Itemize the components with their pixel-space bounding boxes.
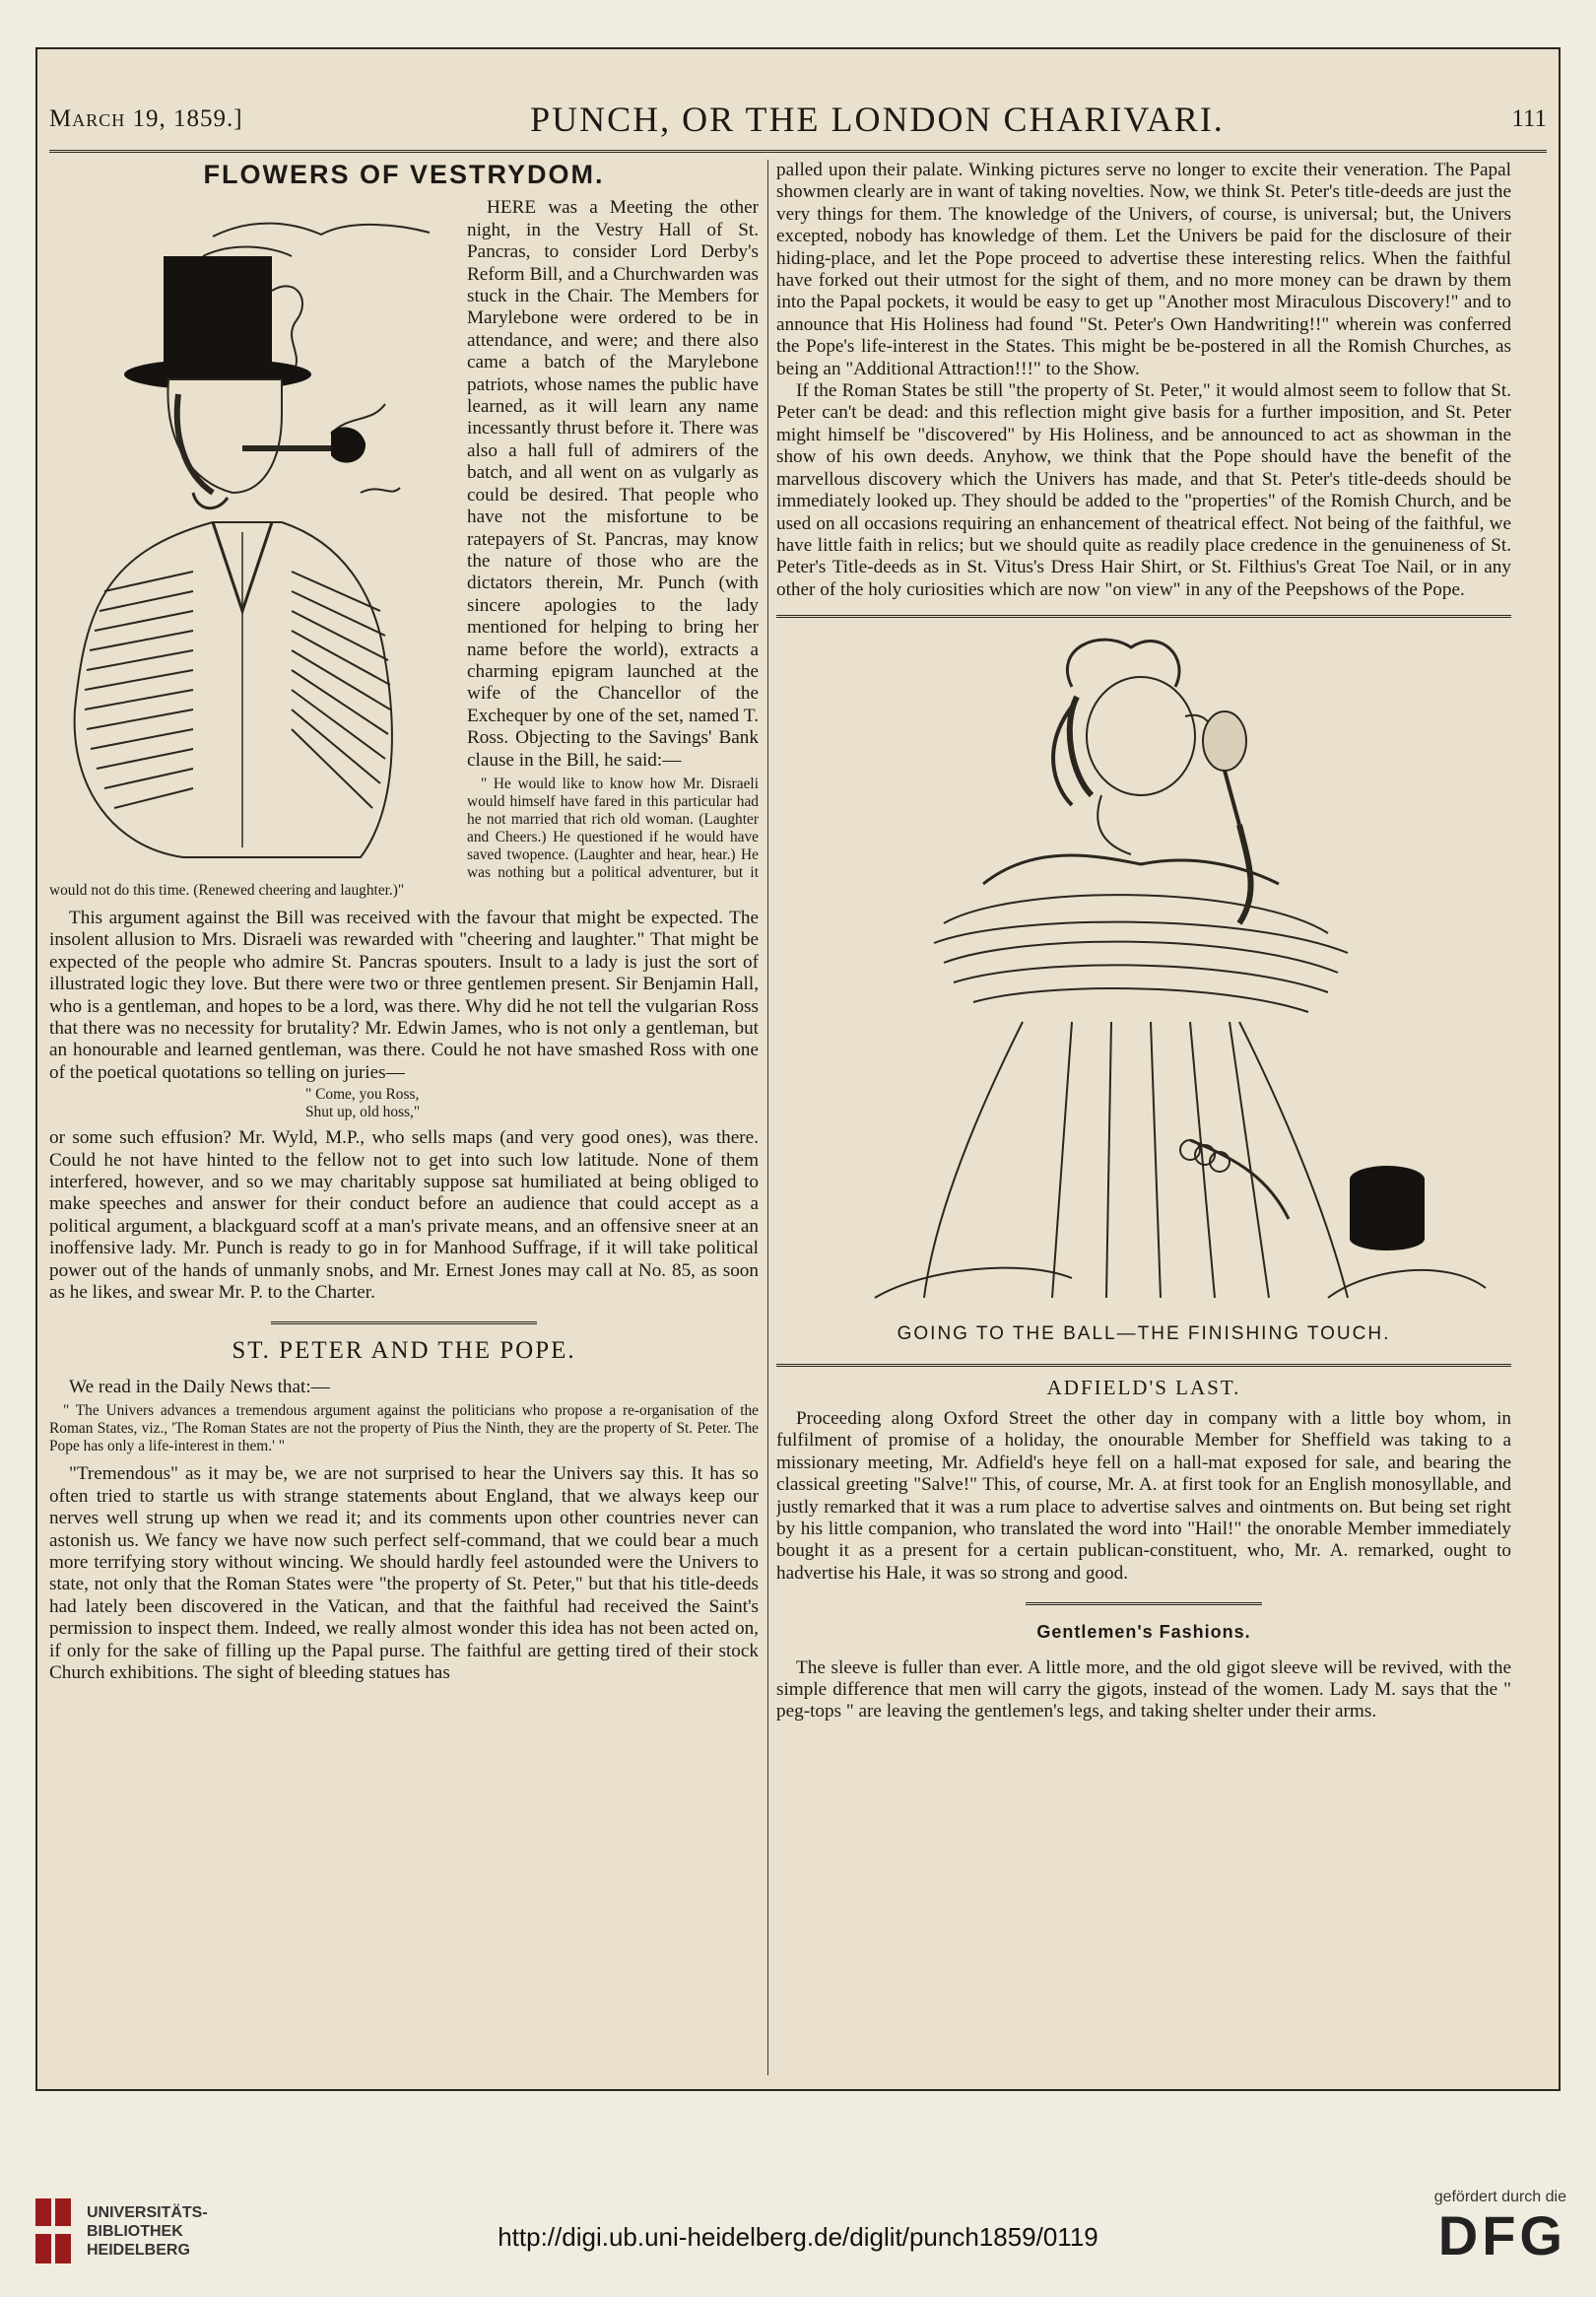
st-peter-intro: We read in the Daily News that:— (69, 1376, 330, 1397)
library-name-line-2: BIBLIOTHEK (87, 2222, 183, 2240)
funded-by-label: gefördert durch die (1433, 2189, 1566, 2205)
dfg-logo (1434, 2189, 1566, 2265)
st-peter-paragraph-3: palled upon their palate. Winking pictures serve no longer to excite their veneration. The Papal showmen clearly are in want of taking novelties. Now, we think St. Peter's title-deeds are just the very things for them. The knowledge of the Univers, of course, is universal; but, the Univers excepted, nobody has knowledge of them. Let the Univers be paid for the disclosure of their hiding-place, and let the Pope proceed to advertise these interesting relics. When the faithful have forked out their utmost for the sight of them, and no more money can be drawn by them into the Papal pockets, it would be easy to get up "Another most Miraculous Discovery!" and to announce that His Holiness had found "St. Peter's Own Handwriting!!" wherein was conferred the Pope's life-interest in the States. This might be be-postered in all the Romish Churches, as being an "Additional Attraction!!!" to the Show. (776, 160, 1511, 379)
page-number: 111 (1511, 105, 1547, 132)
dfg-wordmark: DFG (1437, 2204, 1566, 2266)
flowers-paragraph-1: HERE was a Meeting the other night, in the Vestry Hall of St. Pancras, to consider Lord Derby's Reform Bill, and a Churchwarden was stuck in the Chair. The Members for Marylebone were ordered to be in attendance, and were; and there also came a batch of the Marylebone patriots, whose names the public have learned, as it will learn any name incessantly thrust before it. There was also a hall full of admirers of the batch, and all went on as vulgarly as could be desired. That people who have not the misfortune to be ratepayers of St. Pancras, may know the nature of those who are the dictators therein, Mr. Punch (with sincere apologies to the lady mentioned for helping to bring her name before the world), extracts a charming epigram launched at the wife of the Chancellor of the Exchequer by one of the set, named T. Ross. Objecting to the Savings' Bank clause in the Bill, he said:— (467, 197, 759, 771)
flowers-quote: " He would like to know how Mr. Disraeli would himself have fared in this particular had he not married that rich old woman. (Laughter and Cheers.) He questioned if he would have saved twopence. (Laughter and hear, hear.) He was nothing but a political adventurer, but it would not do this time. (Renewed cheering and laughter.)" (49, 775, 759, 899)
st-peter-quote: " The Univers advances a tremendous argument against the politicians who propose a re-organisation of the Roman States, viz., 'The Roman States are not the property of Pius the Ninth, they are the property of St. Peter. The Pope has only a life-interest in them.' " (49, 1402, 759, 1455)
running-head (49, 89, 1547, 153)
right-column (776, 160, 1511, 2075)
library-name-line-1: UNIVERSITÄTS- (87, 2203, 208, 2221)
library-name-line-3: HEIDELBERG (87, 2241, 190, 2259)
section-divider (776, 615, 1511, 618)
section-divider (776, 1364, 1511, 1367)
verse-line-1: " Come, you Ross, (305, 1086, 420, 1104)
issue-date: March 19, 1859.] (49, 105, 243, 132)
st-peter-paragraph-4: If the Roman States be still "the property of St. Peter," it would almost seem to follow that St. Peter can't be dead: and this reflection might give basis for a further imposition, and St. Peter might himself be "discovered" by His Holiness, and be announced to act as showman in the show of his own deeds. Anyhow, we think that the Pope should have the benefit of the marvellous discovery which the Univers has made, and that St. Peter's title-deeds should be immediately looked up. They should be added to the "properties" of the Romish Church, and be used on all occasions requiring an enhancement of theatrical effect. Not being of the faithful, we have little faith in relics; but we should quite as readily place credence in the genuineness of St. Peter's Title-deeds as in St. Vitus's Dress Hair Shirt, or St. Filthius's Great Toe Nail, or in any other of the holy curiosities which are now "on view" in any of the Peepshows of the Pope. (776, 380, 1511, 600)
column-divider (767, 160, 768, 2075)
gentleman-with-pipe-drawing (49, 197, 459, 877)
publication-title: PUNCH, OR THE LONDON CHARIVARI. (530, 100, 1225, 139)
lady-ball-cartoon (776, 628, 1511, 1317)
section-divider (1026, 1602, 1262, 1605)
newspaper-page (35, 47, 1561, 2091)
left-column (49, 160, 759, 2075)
article-title-adfield: ADFIELD'S LAST. (1046, 1375, 1241, 1399)
fashions-paragraph: The sleeve is fuller than ever. A little more, and the old gigot sleeve will be revived, with the simple difference that men will carry the gigots, instead of the women. Lady M. says that the " peg-tops " are leaving the gentlemen's legs, and taking shelter under their arms. (776, 1656, 1511, 1723)
cartoon-caption: GOING TO THE BALL—THE FINISHING TOUCH. (897, 1323, 1391, 1345)
st-peter-paragraph-2: "Tremendous" as it may be, we are not surprised to hear the Univers say this. It has so often tried to startle us with strange statements about England, that we always keep our nerves well strung up when we read it; and its comments upon other countries never can astonish us. We fancy we have now such perfect self-command, that we could bear a much more terrifying story without wincing. We should hardly feel astounded were the Univers to state, not only that the Roman States were "the property of St. Peter," but that his title-deeds had lately been discovered in the Vatican, and that the faithful had received the Saint's permission to inspect them. Indeed, we really almost wonder this idea has not been acted on, if only for the sake of filling up the Papal purse. The faithful are getting tired of their stock Church exhibitions. The sight of bleeding statues has (49, 1463, 759, 1683)
article-title-st-peter: ST. PETER AND THE POPE. (232, 1337, 576, 1365)
flowers-paragraph-2: This argument against the Bill was received with the favour that might be expected. The insolent allusion to Mrs. Disraeli was rewarded with "cheering and laughter." That might be expected of the people who admire St. Pancras spouters. Insult to a lady is just the sort of illustrated logic they love. But there were two or three gentlemen present. Sir Benjamin Hall, who is a gentleman, and hopes to be a lord, was there. Why did he not tell the vulgarian Ross that there was no necessity for brutality? Mr. Edwin James, who is not only a gentleman, but an honourable and learned gentleman, was there. Could he not have smashed Ross with one of the poetical quotations so telling on juries— (49, 907, 759, 1083)
lady-powdering-face-drawing (776, 628, 1511, 1317)
article-title-flowers: FLOWERS OF VESTRYDOM. (203, 160, 605, 189)
page-footer (0, 2181, 1596, 2297)
section-divider (271, 1321, 537, 1324)
article-title-fashions: Gentlemen's Fashions. (1036, 1622, 1251, 1643)
verse-line-2: Shut up, old hoss," (305, 1104, 421, 1121)
adfield-paragraph: Proceeding along Oxford Street the other day in company with a little boy whom, in fulfilment of promise of a holiday, the onourable Member for Sheffield was taking to a missionary meeting, Mr. Adfield's heye fell on a hall-mat exposed for sale, and bearing the classical greeting "Salve!" This, of course, Mr. A. at first took for an English monosyllable, and justly remarked that it was a rum place to advertise salves and ointments on. But being set right by his little companion, who translated the word into "Hail!" the onorable Member immediately bought it as a present for a certain publican-constituent, who, Mr. A. remarked, ought to hadvertise his Hale, it was so strong and good. (776, 1407, 1511, 1584)
gentleman-with-pipe-illustration (49, 197, 459, 877)
flowers-paragraph-3: or some such effusion? Mr. Wyld, M.P., who sells maps (and very good ones), was there. Could he not have hinted to the fellow not to get into such low latitude. None of them interfered, however, and so we may charitably suppose sat humiliated at being obliged to make speeches and answer for their conduct before an audience that could accept as a political argument, a blackguard scoff at a man's private means, and an offensive sneer at an inoffensive lady. Mr. Punch is ready to go in for Manhood Suffrage, if it will take political power out of the hands of unmanly snobs, and Mr. Ernest Jones may call at No. 85, as soon as he likes, and swear Mr. P. to the Charter. (49, 1127, 759, 1304)
source-url-link[interactable]: http://digi.ub.uni-heidelberg.de/diglit/punch1859/0119 (498, 2222, 1098, 2252)
